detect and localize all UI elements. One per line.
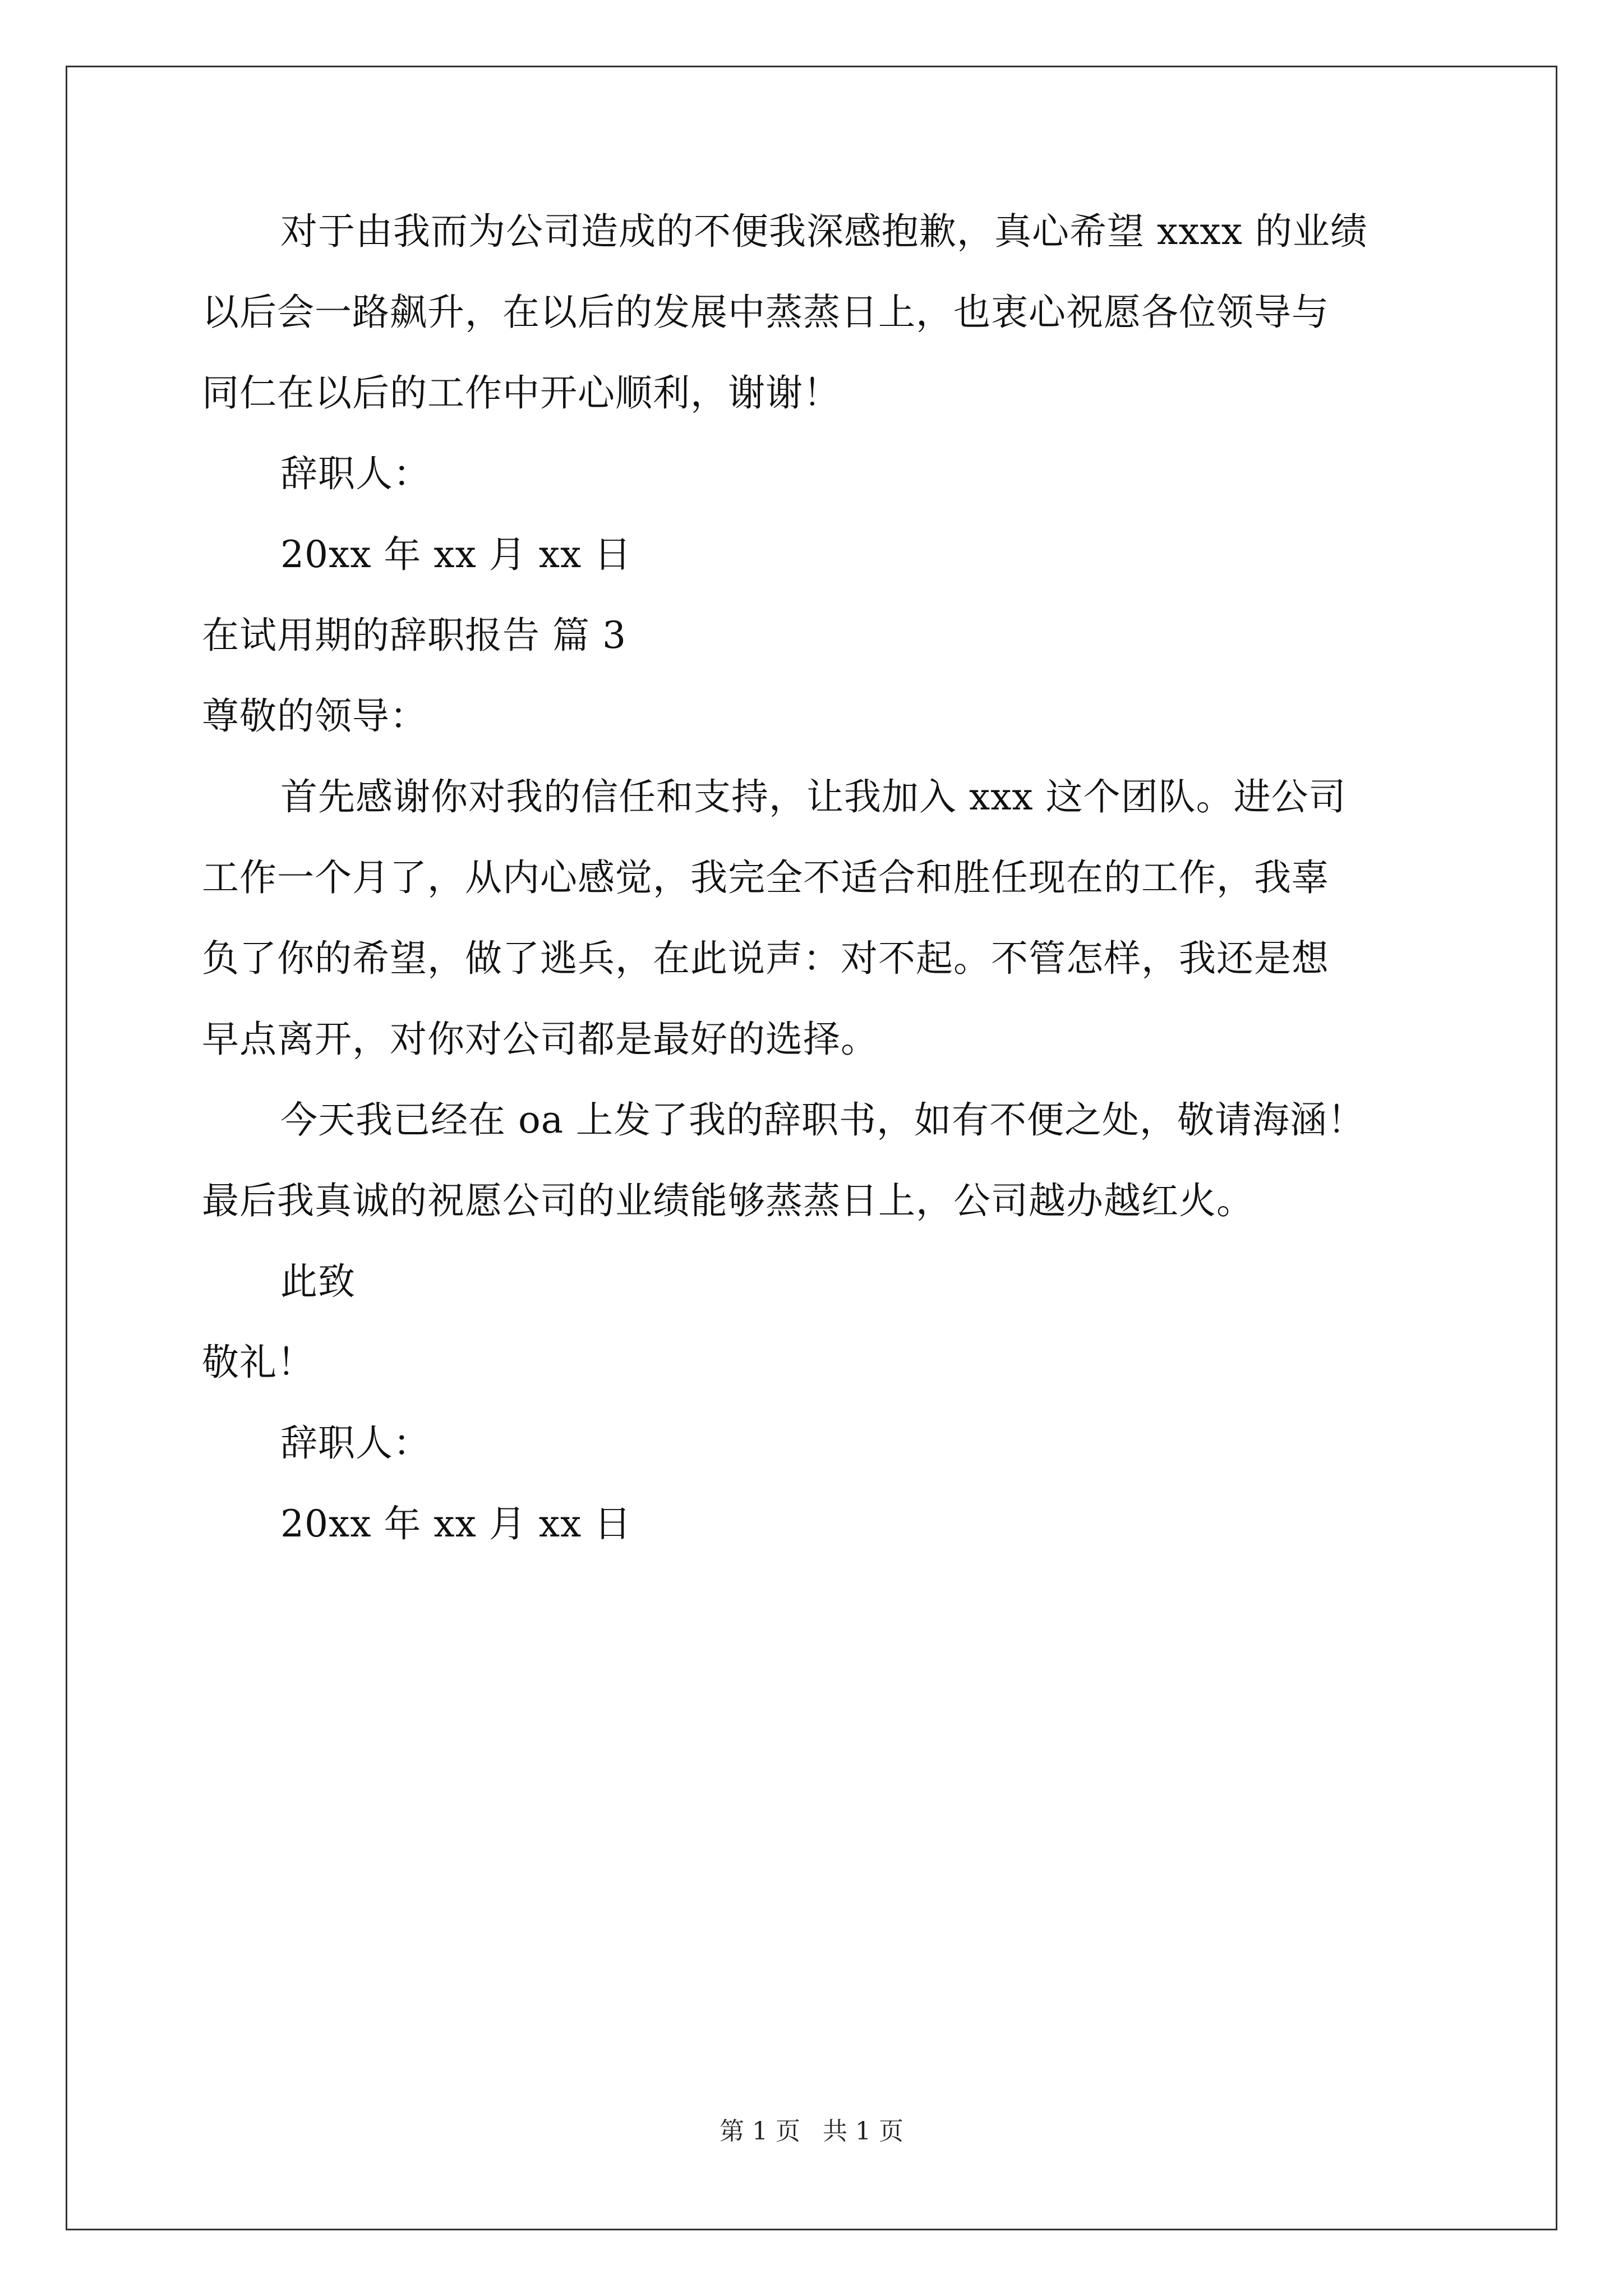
section-title: 在试用期的辞职报告 篇 3: [202, 614, 626, 657]
closing-regards: 敬礼！: [202, 1341, 315, 1384]
paragraph-line: 首先感谢你对我的信任和支持，让我加入 xxx 这个团队。进公司: [280, 775, 1347, 818]
closing-line: 此致: [280, 1260, 356, 1303]
signature-label: 辞职人：: [280, 1421, 431, 1465]
page-number: 第 1 页: [720, 2117, 800, 2146]
paragraph-line: 最后我真诚的祝愿公司的业绩能够蒸蒸日上，公司越办越红火。: [202, 1179, 1254, 1222]
salutation: 尊敬的领导：: [202, 694, 427, 738]
paragraph-line: 工作一个月了，从内心感觉，我完全不适合和胜任现在的工作，我辜: [202, 856, 1329, 899]
signature-label: 辞职人：: [280, 452, 431, 495]
paragraph-line: 同仁在以后的工作中开心顺利，谢谢！: [202, 371, 841, 415]
page-total: 共 1 页: [823, 2117, 903, 2146]
paragraph-line: 以后会一路飙升，在以后的发展中蒸蒸日上，也衷心祝愿各位领导与: [202, 291, 1329, 334]
date-line: 20xx 年 xx 月 xx 日: [280, 533, 632, 576]
paragraph-line: 负了你的希望，做了逃兵，在此说声：对不起。不管怎样，我还是想: [202, 937, 1329, 980]
date-line: 20xx 年 xx 月 xx 日: [280, 1502, 632, 1545]
paragraph-line: 早点离开，对你对公司都是最好的选择。: [202, 1018, 878, 1061]
paragraph-line: 对于由我而为公司造成的不便我深感抱歉，真心希望 xxxx 的业绩: [280, 210, 1368, 253]
page-footer: [0, 2119, 1623, 2144]
paragraph-line: 今天我已经在 oa 上发了我的辞职书，如有不便之处，敬请海涵！: [280, 1098, 1366, 1142]
